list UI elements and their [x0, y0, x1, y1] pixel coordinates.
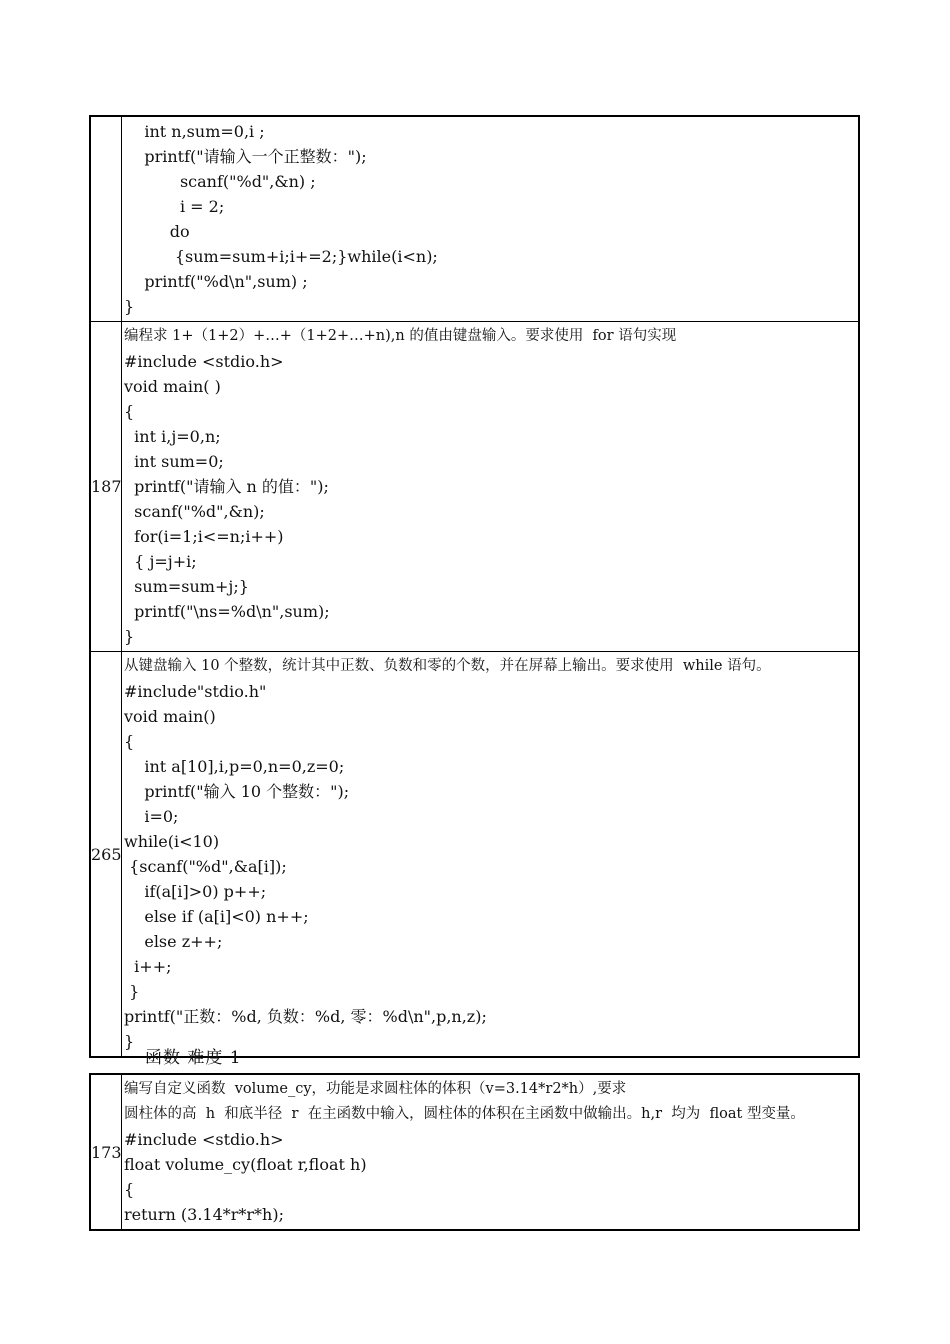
- code-line: #include"stdio.h": [124, 682, 267, 701]
- code-line: {: [124, 1180, 135, 1199]
- code-line: i++;: [124, 957, 172, 976]
- code-cell: [122, 322, 860, 652]
- table-row: [90, 116, 859, 322]
- questions-table: [89, 115, 860, 1058]
- code-line: return (3.14*r*r*h);: [124, 1205, 284, 1224]
- code-line: for(i=1;i<=n;i++): [124, 527, 284, 546]
- code-line: int n,sum=0,i ;: [124, 122, 265, 141]
- code-line: else if (a[i]<0) n++;: [124, 907, 309, 926]
- code-line: }: [124, 627, 135, 646]
- code-cell: [122, 652, 860, 1058]
- question-prompt: 圆柱体的高 h 和底半径 r 在主函数中输入，圆柱体的体积在主函数中做输出。h,r 均为 float 型变量。: [124, 1106, 805, 1122]
- code-cell: [122, 1074, 860, 1230]
- code-line: #include <stdio.h>: [124, 1130, 284, 1149]
- code-line: sum=sum+j;}: [124, 577, 249, 596]
- code-line: scanf("%d",&n);: [124, 502, 265, 521]
- code-line: {scanf("%d",&a[i]);: [124, 857, 287, 876]
- section-heading: 函数 难度 1: [145, 1048, 242, 1068]
- code-line: {sum=sum+i;i+=2;}while(i<n);: [124, 247, 438, 266]
- code-line: void main(): [124, 707, 216, 726]
- table-row: [90, 1074, 859, 1230]
- code-line: printf("正数：%d, 负数：%d, 零：%d\n",p,n,z);: [124, 1007, 487, 1026]
- code-line: printf("输入 10 个整数：");: [124, 782, 350, 801]
- question-prompt: 编程求 1+（1+2）+…+（1+2+…+n),n 的值由键盘输入。要求使用 for 语句实现: [124, 328, 677, 344]
- code-line: printf("请输入 n 的值：");: [124, 477, 329, 496]
- code-line: i = 2;: [124, 197, 225, 216]
- question-prompt: 从键盘输入 10 个整数，统计其中正数、负数和零的个数，并在屏幕上输出。要求使用 while 语句。: [124, 658, 771, 674]
- code-line: { j=j+i;: [124, 552, 197, 571]
- question-number: 265: [90, 652, 122, 1058]
- code-line: }: [124, 1032, 135, 1051]
- code-line: printf("请输入一个正整数：");: [124, 147, 367, 166]
- code-cell: [122, 116, 860, 322]
- code-line: while(i<10): [124, 832, 220, 851]
- code-line: }: [124, 297, 135, 316]
- code-line: int sum=0;: [124, 452, 224, 471]
- question-number: 187: [90, 322, 122, 652]
- code-line: do: [124, 222, 190, 241]
- code-line: printf("%d\n",sum) ;: [124, 272, 308, 291]
- question-number: 173: [90, 1074, 122, 1230]
- code-line: void main( ): [124, 377, 221, 396]
- code-line: #include <stdio.h>: [124, 352, 284, 371]
- code-line: scanf("%d",&n) ;: [124, 172, 316, 191]
- code-line: {: [124, 732, 135, 751]
- code-line: if(a[i]>0) p++;: [124, 882, 267, 901]
- code-line: float volume_cy(float r,float h): [124, 1155, 367, 1174]
- function-questions-table: [89, 1073, 860, 1231]
- code-line: i=0;: [124, 807, 179, 826]
- code-line: }: [124, 982, 140, 1001]
- table-row: [90, 322, 859, 652]
- code-line: int a[10],i,p=0,n=0,z=0;: [124, 757, 345, 776]
- code-line: {: [124, 402, 135, 421]
- question-prompt: 编写自定义函数 volume_cy，功能是求圆柱体的体积（v=3.14*r2*h）,要求: [124, 1081, 627, 1097]
- code-line: else z++;: [124, 932, 223, 951]
- table-row: [90, 652, 859, 1058]
- question-number: [90, 116, 122, 322]
- code-line: int i,j=0,n;: [124, 427, 221, 446]
- code-line: printf("\ns=%d\n",sum);: [124, 602, 330, 621]
